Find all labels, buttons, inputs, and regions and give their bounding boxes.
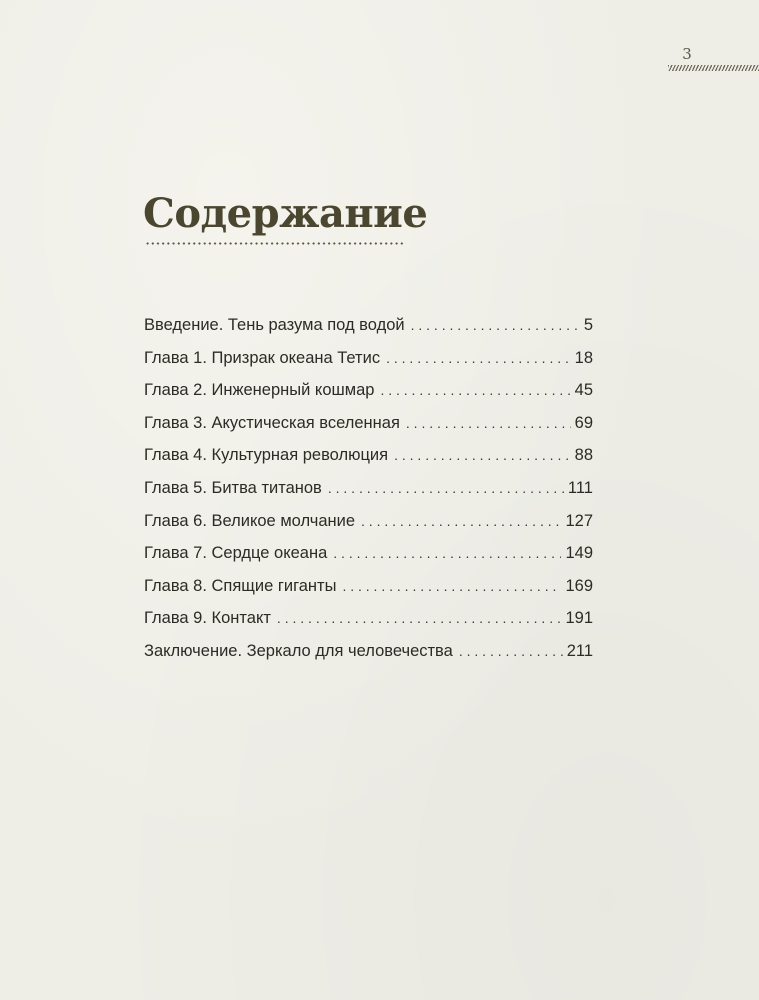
toc-entry-page: 111 <box>567 478 593 497</box>
toc-entry-title: Глава 1. Призрак океана Тетис <box>144 348 381 367</box>
toc-dot-leader <box>342 570 561 603</box>
toc-entry-chapter-8[interactable] <box>144 570 593 603</box>
toc-entry-title: Глава 4. Культурная революция <box>144 446 389 465</box>
page-number: 3 <box>682 45 692 63</box>
toc-entry-chapter-6[interactable] <box>144 505 593 538</box>
toc-dot-leader <box>333 537 561 570</box>
toc-entry-chapter-5[interactable] <box>144 472 593 505</box>
heading-dotted-rule <box>145 242 403 245</box>
toc-dot-leader <box>361 505 561 538</box>
toc-entry-page: 45 <box>574 381 593 400</box>
toc-entry-title: Глава 2. Инженерный кошмар <box>144 381 375 400</box>
toc-entry-chapter-7[interactable] <box>144 537 593 570</box>
toc-dot-leader <box>277 602 562 635</box>
toc-entry-page: 18 <box>574 348 593 367</box>
toc-entry-chapter-1[interactable] <box>144 342 593 375</box>
toc-entry-page: 169 <box>565 576 593 595</box>
toc-entry-page: 127 <box>565 511 593 530</box>
toc-dot-leader <box>328 472 564 505</box>
toc-entry-page: 5 <box>583 316 593 334</box>
toc-entry-title: Глава 5. Битва титанов <box>144 478 322 497</box>
toc-entry-introduction[interactable] <box>144 309 593 342</box>
table-of-contents <box>144 309 593 668</box>
toc-entry-title: Глава 8. Спящие гиганты <box>144 576 337 595</box>
toc-entry-title: Глава 9. Контакт <box>144 609 271 628</box>
toc-dot-leader <box>394 439 571 472</box>
toc-entry-chapter-9[interactable] <box>144 602 593 635</box>
toc-entry-page: 149 <box>565 544 593 563</box>
page-number-hatch-rule <box>668 65 759 71</box>
toc-entry-chapter-3[interactable] <box>144 407 593 440</box>
toc-entry-conclusion[interactable] <box>144 635 593 668</box>
toc-entry-title: Глава 6. Великое молчание <box>144 511 356 530</box>
toc-entry-title: Введение. Тень разума под водой <box>144 316 405 334</box>
toc-dot-leader <box>386 342 571 375</box>
contents-heading: Содержание <box>143 190 428 237</box>
toc-dot-leader <box>406 407 571 440</box>
toc-entry-title: Глава 3. Акустическая вселенная <box>144 413 400 432</box>
toc-entry-page: 211 <box>566 641 593 660</box>
toc-entry-page: 88 <box>574 446 593 465</box>
toc-entry-page: 69 <box>574 413 593 432</box>
toc-entry-chapter-2[interactable] <box>144 374 593 407</box>
toc-entry-title: Заключение. Зеркало для человечества <box>144 641 453 660</box>
toc-dot-leader <box>380 374 570 407</box>
toc-dot-leader <box>459 635 563 668</box>
toc-dot-leader <box>411 309 580 342</box>
toc-entry-chapter-4[interactable] <box>144 439 593 472</box>
toc-entry-title: Глава 7. Сердце океана <box>144 544 328 563</box>
toc-entry-page: 191 <box>565 609 593 628</box>
